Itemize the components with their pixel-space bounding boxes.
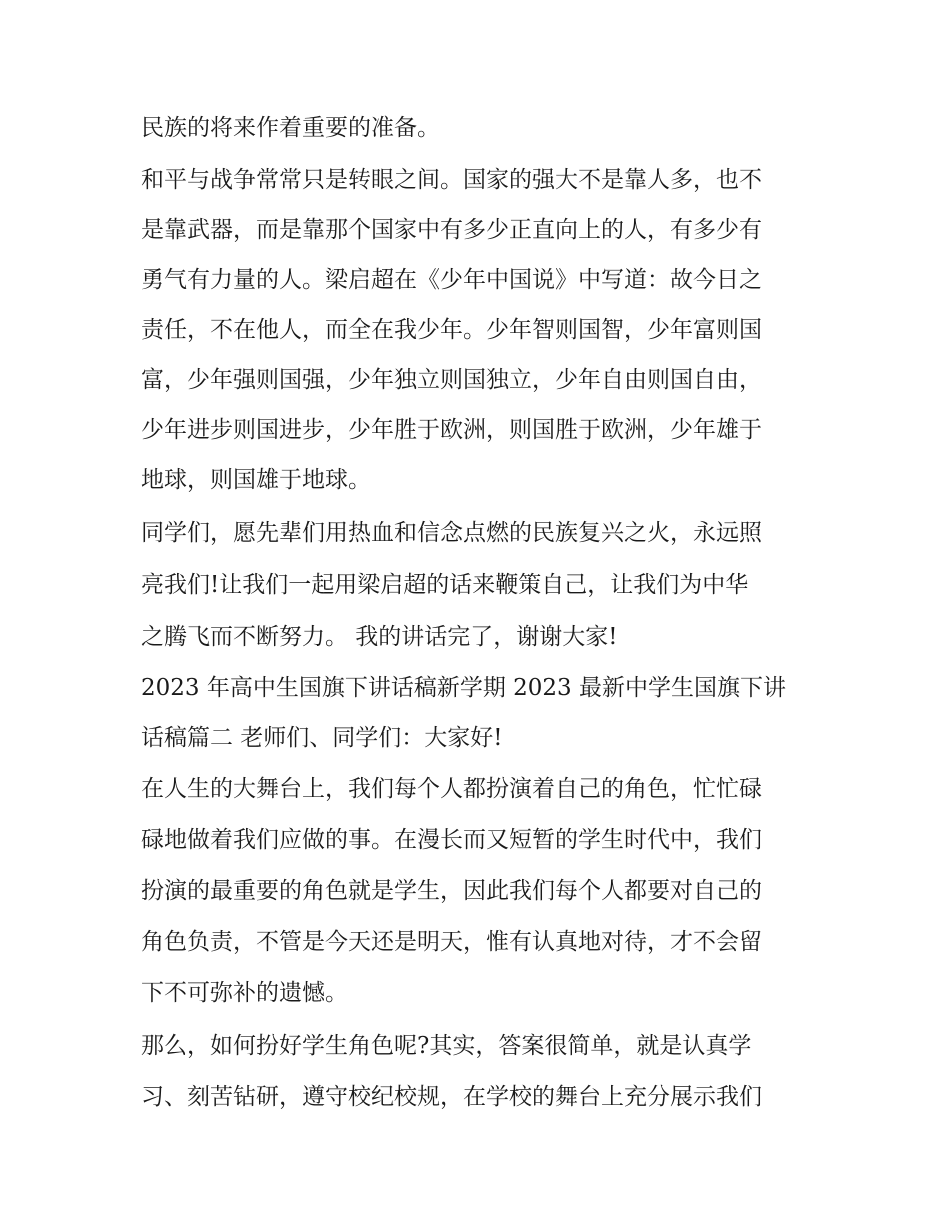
text-line: 在人生的大舞台上，我们每个人都扮演着自己的角色，忙忙碌 bbox=[141, 776, 762, 802]
text-line: 角色负责，不管是今天还是明天，惟有认真地对待，才不会留 bbox=[141, 929, 762, 955]
text-line: 习、刻苦钻研，遵守校纪校规，在学校的舞台上充分展示我们 bbox=[141, 1084, 762, 1110]
text-line: 责任，不在他人，而全在我少年。少年智则国智，少年富则国 bbox=[141, 317, 762, 343]
text-line: 扮演的最重要的角色就是学生，因此我们每个人都要对自己的 bbox=[141, 878, 762, 904]
text-line: 碌地做着我们应做的事。在漫长而又短暂的学生时代中，我们 bbox=[141, 827, 762, 853]
text-line: 话稿篇二 老师们、同学们：大家好! bbox=[141, 725, 503, 751]
text-line: 那么，如何扮好学生角色呢?其实，答案很简单，就是认真学 bbox=[141, 1033, 752, 1059]
text-line: 同学们，愿先辈们用热血和信念点燃的民族复兴之火，永远照 bbox=[141, 520, 762, 546]
text-line: 富，少年强则国强，少年独立则国独立，少年自由则国自由， bbox=[141, 367, 762, 393]
text-line: 民族的将来作着重要的准备。 bbox=[141, 115, 440, 141]
text-line: 之腾飞而不断努力。 我的讲话完了，谢谢大家! bbox=[141, 624, 618, 650]
text-line: 2023 年高中生国旗下讲话稿新学期 2023 最新中学生国旗下讲 bbox=[141, 675, 786, 701]
text-line: 地球，则国雄于地球。 bbox=[141, 467, 371, 493]
text-line: 勇气有力量的人。梁启超在《少年中国说》中写道：故今日之 bbox=[141, 267, 762, 293]
text-line: 少年进步则国进步，少年胜于欧洲，则国胜于欧洲，少年雄于 bbox=[141, 417, 762, 443]
text-line: 亮我们!让我们一起用梁启超的话来鞭策自己，让我们为中华 bbox=[141, 572, 749, 598]
text-line: 是靠武器，而是靠那个国家中有多少正直向上的人，有多少有 bbox=[141, 217, 762, 243]
text-line: 和平与战争常常只是转眼之间。国家的强大不是靠人多，也不 bbox=[141, 167, 762, 193]
text-line: 下不可弥补的遗憾。 bbox=[141, 980, 348, 1006]
